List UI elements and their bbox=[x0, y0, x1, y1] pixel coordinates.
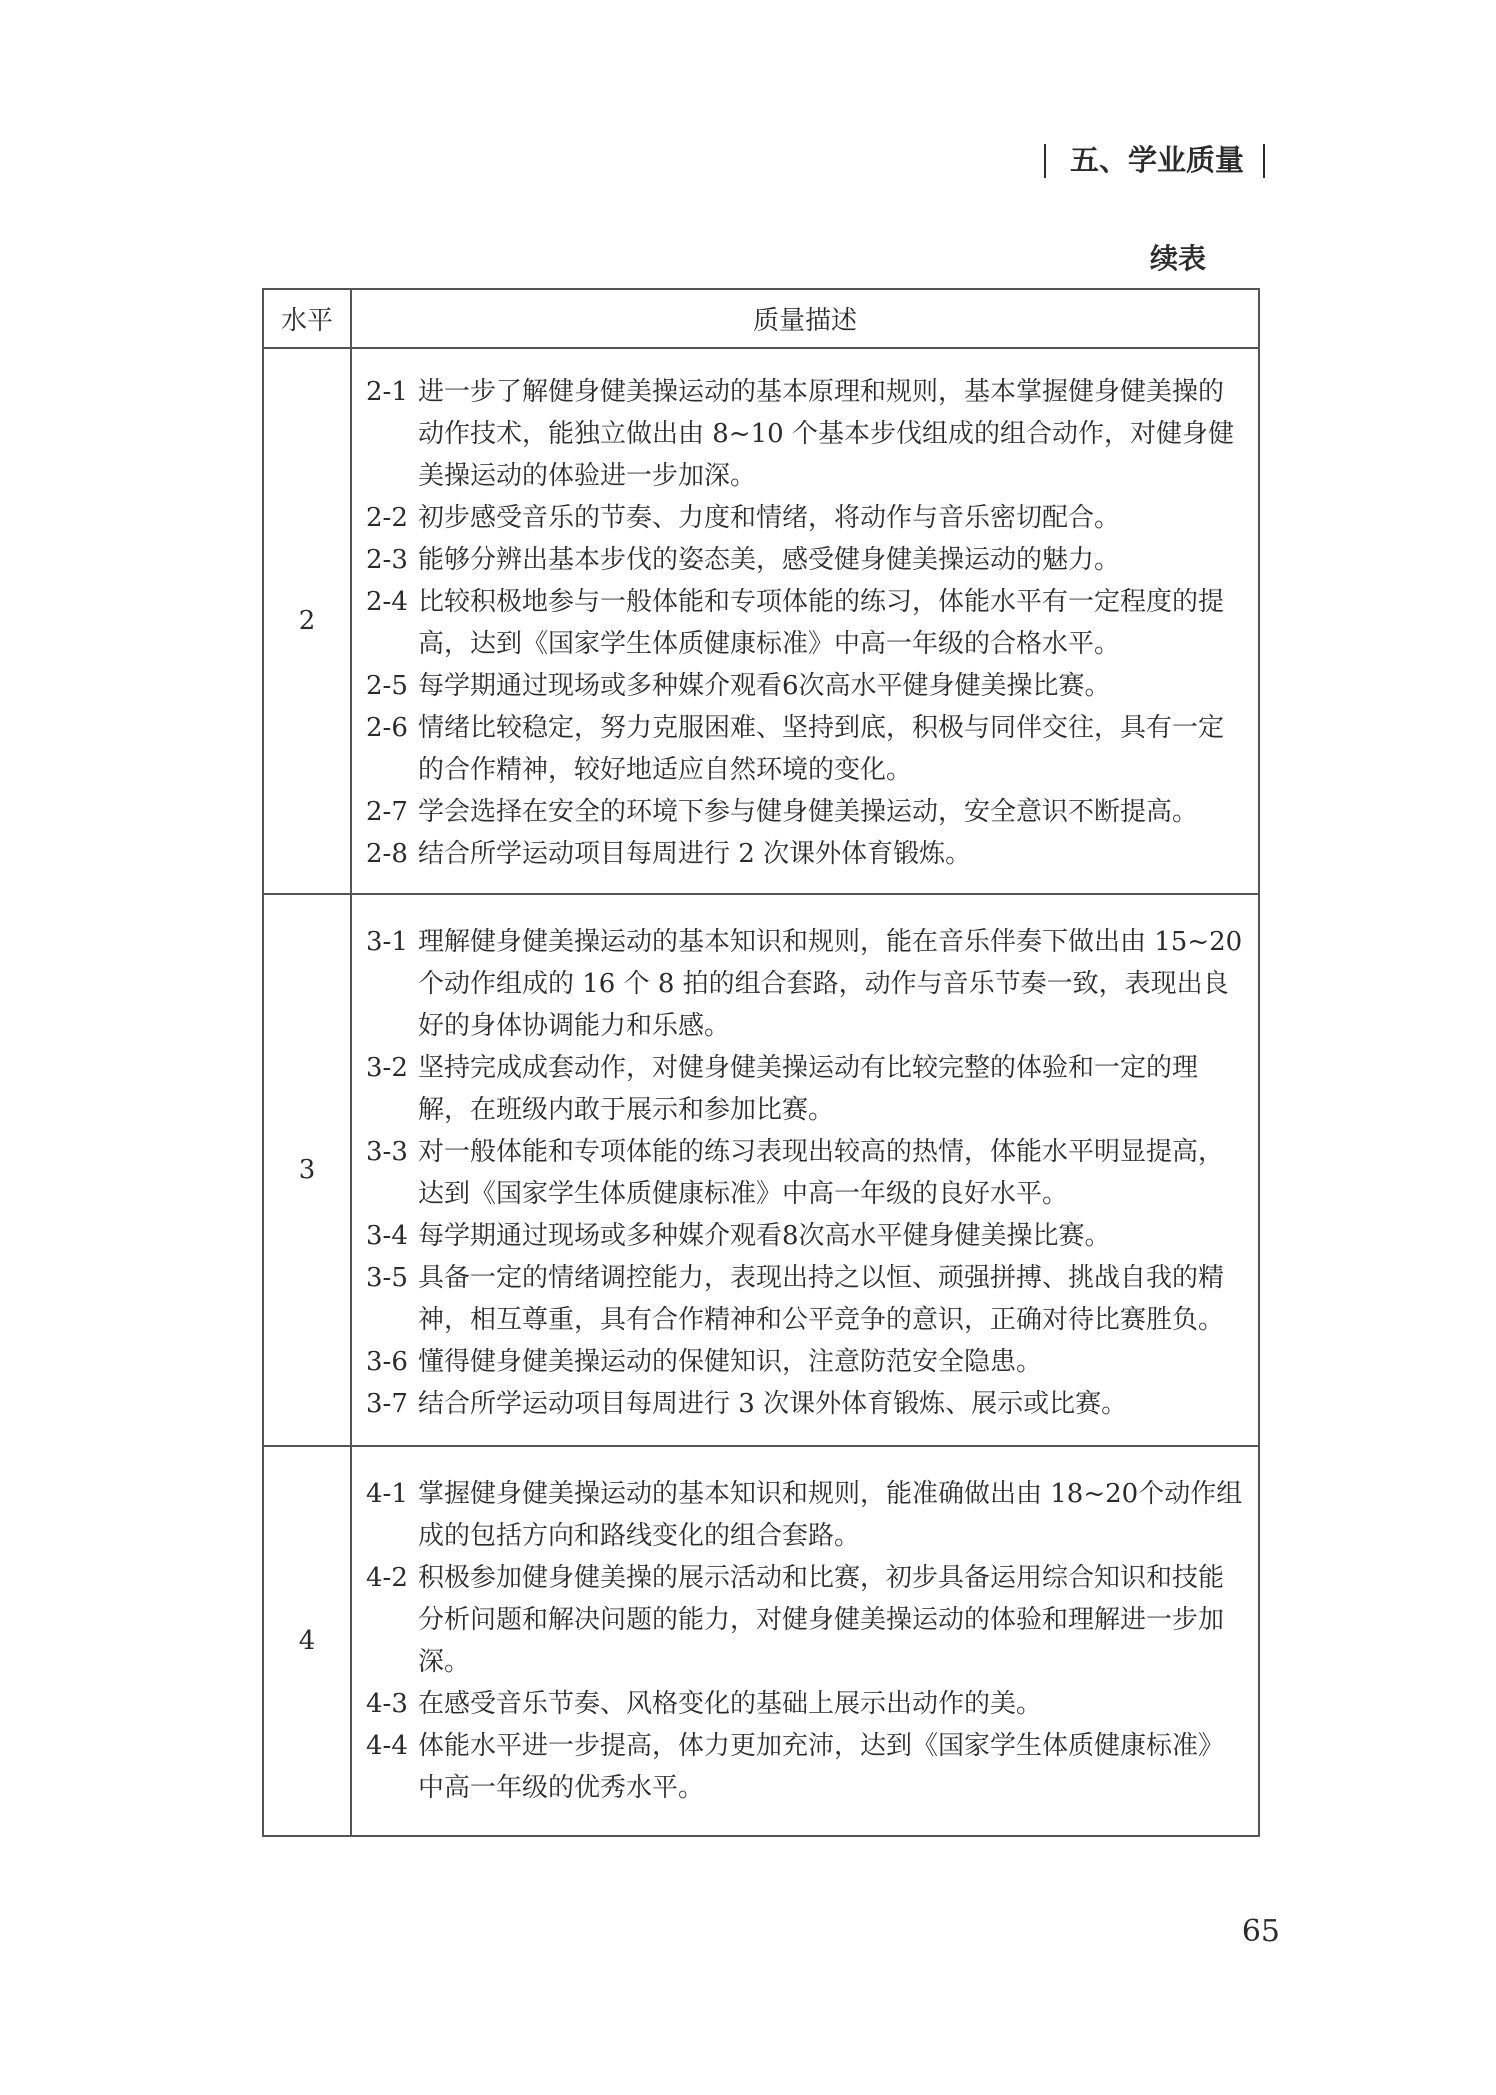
item-number: 2-6 bbox=[366, 713, 408, 743]
quality-item bbox=[366, 539, 1246, 581]
item-text: 能够分辨出基本步伐的姿态美，感受健身健美操运动的魅力。 bbox=[418, 545, 1121, 575]
quality-item bbox=[366, 1341, 1246, 1383]
item-number: 2-4 bbox=[366, 587, 408, 617]
description-cell bbox=[351, 1446, 1259, 1836]
running-head bbox=[1035, 142, 1275, 178]
quality-item bbox=[366, 1725, 1246, 1809]
item-text: 对一般体能和专项体能的练习表现出较高的热情，体能水平明显提高，达到《国家学生体质健康标准》中高一年级的良好水平。 bbox=[418, 1137, 1225, 1209]
table-row-level-4 bbox=[263, 1446, 1259, 1836]
item-number: 3-7 bbox=[366, 1389, 408, 1419]
item-number: 3-1 bbox=[366, 927, 408, 957]
item-text: 学会选择在安全的环境下参与健身健美操运动，安全意识不断提高。 bbox=[418, 797, 1199, 827]
item-number: 2-1 bbox=[366, 377, 408, 407]
quality-item bbox=[366, 665, 1246, 707]
item-number: 3-4 bbox=[366, 1221, 408, 1251]
section-title: 五、学业质量 bbox=[1070, 143, 1245, 177]
item-number: 2-7 bbox=[366, 797, 408, 827]
quality-item bbox=[366, 1683, 1246, 1725]
quality-item bbox=[366, 581, 1246, 665]
quality-item bbox=[366, 791, 1246, 833]
quality-item bbox=[366, 707, 1246, 791]
item-text: 进一步了解健身健美操运动的基本原理和规则，基本掌握健身健美操的动作技术，能独立做出由 8~10 个基本步伐组成的组合动作，对健身健美操运动的体验进一步加深。 bbox=[418, 377, 1234, 491]
item-text: 比较积极地参与一般体能和专项体能的练习，体能水平有一定程度的提高，达到《国家学生体质健康标准》中高一年级的合格水平。 bbox=[418, 587, 1225, 659]
description-cell bbox=[351, 348, 1259, 894]
item-number: 2-3 bbox=[366, 545, 408, 575]
quality-item bbox=[366, 1047, 1246, 1131]
level-column-header: 水平 bbox=[263, 289, 351, 348]
item-text: 具备一定的情绪调控能力，表现出持之以恒、顽强拼搏、挑战自我的精神，相互尊重，具有合作精神和公平竞争的意识，正确对待比赛胜负。 bbox=[418, 1263, 1225, 1335]
item-number: 3-2 bbox=[366, 1053, 408, 1083]
item-number: 4-2 bbox=[366, 1563, 408, 1593]
item-text: 每学期通过现场或多种媒介观看6次高水平健身健美操比赛。 bbox=[418, 671, 1111, 701]
quality-table bbox=[262, 288, 1260, 1837]
page-number: 65 bbox=[1241, 1914, 1280, 1949]
item-text: 体能水平进一步提高，体力更加充沛，达到《国家学生体质健康标准》中高一年级的优秀水平。 bbox=[418, 1731, 1225, 1803]
running-head-right-bar bbox=[1263, 144, 1265, 178]
table-header-row bbox=[263, 289, 1259, 348]
item-text: 每学期通过现场或多种媒介观看8次高水平健身健美操比赛。 bbox=[418, 1221, 1111, 1251]
item-number: 2-8 bbox=[366, 839, 408, 869]
quality-item bbox=[366, 1557, 1246, 1683]
item-text: 在感受音乐节奏、风格变化的基础上展示出动作的美。 bbox=[418, 1689, 1043, 1719]
quality-item bbox=[366, 1383, 1246, 1425]
running-head-left-bar bbox=[1044, 144, 1046, 178]
item-text: 情绪比较稳定，努力克服困难、坚持到底，积极与同伴交往，具有一定的合作精神，较好地适应自然环境的变化。 bbox=[418, 713, 1225, 785]
quality-item bbox=[366, 497, 1246, 539]
item-text: 理解健身健美操运动的基本知识和规则，能在音乐伴奏下做出由 15~20个动作组成的 16 个 8 拍的组合套路，动作与音乐节奏一致，表现出良好的身体协调能力和乐感。 bbox=[418, 927, 1243, 1041]
item-number: 2-2 bbox=[366, 503, 408, 533]
item-number: 4-1 bbox=[366, 1479, 408, 1509]
quality-item bbox=[366, 1131, 1246, 1215]
description-column-header: 质量描述 bbox=[351, 289, 1259, 348]
item-number: 3-5 bbox=[366, 1263, 408, 1293]
item-number: 4-3 bbox=[366, 1689, 408, 1719]
item-number: 2-5 bbox=[366, 671, 408, 701]
item-text: 坚持完成成套动作，对健身健美操运动有比较完整的体验和一定的理解，在班级内敢于展示和参加比赛。 bbox=[418, 1053, 1199, 1125]
level-cell: 4 bbox=[263, 1446, 351, 1836]
level-cell: 2 bbox=[263, 348, 351, 894]
item-number: 4-4 bbox=[366, 1731, 408, 1761]
item-number: 3-6 bbox=[366, 1347, 408, 1377]
quality-item bbox=[366, 1473, 1246, 1557]
item-text: 结合所学运动项目每周进行 2 次课外体育锻炼。 bbox=[418, 839, 972, 869]
description-cell bbox=[351, 894, 1259, 1446]
quality-item bbox=[366, 1257, 1246, 1341]
item-number: 3-3 bbox=[366, 1137, 408, 1167]
table-row-level-3 bbox=[263, 894, 1259, 1446]
item-text: 积极参加健身健美操的展示活动和比赛，初步具备运用综合知识和技能分析问题和解决问题的能力，对健身健美操运动的体验和理解进一步加深。 bbox=[418, 1563, 1225, 1677]
level-cell: 3 bbox=[263, 894, 351, 1446]
quality-item bbox=[366, 1215, 1246, 1257]
item-text: 掌握健身健美操运动的基本知识和规则，能准确做出由 18~20个动作组成的包括方向和路线变化的组合套路。 bbox=[418, 1479, 1243, 1551]
item-text: 结合所学运动项目每周进行 3 次课外体育锻炼、展示或比赛。 bbox=[418, 1389, 1128, 1419]
quality-item bbox=[366, 833, 1246, 875]
item-text: 初步感受音乐的节奏、力度和情绪，将动作与音乐密切配合。 bbox=[418, 503, 1121, 533]
quality-item bbox=[366, 371, 1246, 497]
table-row-level-2 bbox=[263, 348, 1259, 894]
quality-item bbox=[366, 921, 1246, 1047]
item-text: 懂得健身健美操运动的保健知识，注意防范安全隐患。 bbox=[418, 1347, 1043, 1377]
continued-table-label: 续表 bbox=[1150, 242, 1207, 275]
